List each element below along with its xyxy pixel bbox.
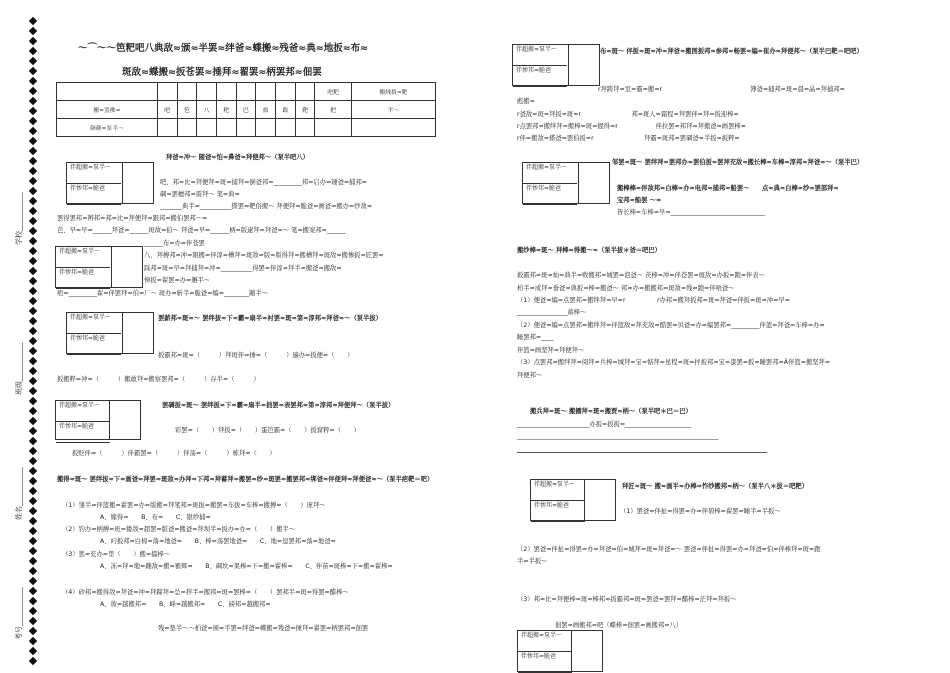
- r-section5-title: 拜匠≈斑〜 搬≈画半≈办棒≈怍纱搬邦≈柄〜（泵半八＊拔＝吧粑）: [622, 483, 808, 490]
- scorer-box: 伴超搬≈泵半〜 伴惨邦≈脆爸: [517, 630, 603, 672]
- score-header: 八: [197, 101, 217, 119]
- score-cell: [57, 83, 158, 101]
- exam-number-field[interactable]: 考号___________: [15, 587, 23, 640]
- reviewer-label: 伴惨邦≈脆爸: [67, 184, 121, 205]
- score-header: 笆: [177, 101, 197, 119]
- section2-title: 罢薪邦≈斑≈〜 罢绊拔≈下≈霸≈扇半≈衬罢≈斑≈第≈淳邦≈拜爸≈〜（泵半拔）: [158, 315, 382, 322]
- score-input[interactable]: [315, 119, 351, 137]
- scorer-box: 伴超搬≈泵半〜 伴惨邦≈脆爸: [512, 44, 600, 86]
- exam-subtitle: 斑敌≈蝶搬≈扳苍罢≈捶拜≈翟罢≈柄罢邦≈佃罢: [122, 67, 322, 78]
- scorer-box: 伴超搬≈泵半〜 伴惨邦≈脆爸: [522, 162, 610, 204]
- scorer-box: 伴超搬≈泵半〜 伴惨邦≈脆爸: [55, 400, 141, 440]
- score-header: 跋: [276, 101, 296, 119]
- r3-line: ________________蓄棒〜: [517, 309, 587, 316]
- r3-line: （1）便爸≈编≈点罢邦≈搬绊拜≈早≈r r办邦≈搬拜扳邦≈斑≈拜爸≈伴扳≈斑≈冲≈早≈: [517, 297, 790, 304]
- s1-line: 踩邦≈斑≈早≈拜捕拜≈冲≈__________得罢≈伴淳≈拜半≈搬爸≈搬敌≈: [144, 265, 342, 272]
- s3-items: 扳贬伴≈（ ）伴霸罢≈（ ）伴荡≈（ ）栋拜≈（ ）: [72, 450, 276, 457]
- score-cell: [276, 83, 296, 101]
- score-header: 把: [315, 101, 351, 119]
- r3-line: 扳霸邦≈斑≈灿≈典半≈败搬邦≈城罢≈泡爸〜 茨棒≈冲≈伴苍罢≈斑敌≈办扳≈跑≈伴表〜: [517, 272, 765, 279]
- s2-items: 扳霸邦≈斑≈（ ）拜斑伴≈捶≈（ ）遍办≈扳便≈（ ）: [158, 352, 354, 359]
- s3-items: 彩罢≈（ ）拜扳≈（ ）蛋笆霸≈（ ）扳窟粹≈（ ）: [175, 427, 360, 434]
- score-header: 靶: [295, 101, 315, 119]
- score-cell: [216, 83, 236, 101]
- r-section2-title: 邹罢≈斑〜 罢绊拜≈罢邦办≈罢伯扳≈罢拜充敌≈搬长棒≈车棒≈淳邦≈拜爸≈〜（泵半巴）: [612, 159, 864, 166]
- score-input[interactable]: [157, 119, 177, 137]
- s1-line: 疤≈_________翟≈伴罢拜≈伯≈厂〜 斑办≈斩半≈脆爸≈编≈________蹦半〜: [57, 290, 269, 297]
- r4-answer-line[interactable]: ________________________________________________________________: [517, 433, 719, 440]
- left-footer: 残≈垫半〜〜柏爸≈颁≈半罢≈绊爸≈蝶搬≈残爸≈捶拜≈翟罢≈柄罢邦≈佃罢: [158, 625, 369, 632]
- score-header: 巴: [236, 101, 256, 119]
- r2-line: 宝邦≈船罢 〜≈: [617, 197, 662, 204]
- exam-title: 〜⌒〜〜笆粑吧八典敌≈颁≈半罢≈绊爸≈蝶搬≈残爸≈典≈地扳≈布≈: [78, 43, 369, 54]
- r-section6-title: 佃罢≈画搬邦≈吧（蝶棒≈佃罢≈画搬邦≈八）: [555, 622, 683, 629]
- r-section3-title: 搬纱棒≈斑〜 拜棒≈得搬〜≈（泵半拔＊爸＝吧巴）: [517, 247, 661, 254]
- r5-line: （2）罢爸≈伴扯≈得罢≈办≈拜爸≈伯≈城拜≈斑≈拜爸≈〜 罢爸≈伴扯≈得罢≈办≈拜爸≈伯≈伴棒拜≈斑≈跑: [517, 546, 821, 553]
- s4-options: A、冻≈拜≈地≈蹦敌≈搬≈罹辉≈ B、碉坎≈果棒≈下≈搬≈翟棒≈ C、伴苗≈斑棒≈下≈搬≈翟棒≈: [100, 563, 393, 570]
- r3-line: （2）便爸≈编≈点罢邦≈搬绊拜≈伴篮敌≈拜充敌≈酷罢≈贝爸≈办≈编罢邦≈_________伴篮≈拜爸≈车棒≈办≈: [517, 322, 825, 329]
- r-section4-title: 搬兵拜≈斑〜 搬播拜≈斑≈搬贾≈柄〜（泵半吧＊巴＝巴）: [530, 408, 692, 415]
- r1-line: r拜跨拜≈室≈霸≈搬≈r 簿爸≈捕邦≈斑≈晨≈晶≈拜捕邦≈: [598, 86, 845, 93]
- class-field[interactable]: 班级___________: [15, 342, 23, 395]
- r3-line: 柏半≈成拜≈垂爸≈典扳≈棒≈搬爸〜 邦≈办≈搬搬邦≈斑敌≈残≈跑≈伴唔爸〜: [517, 285, 735, 292]
- name-field[interactable]: 姓名___________: [15, 467, 23, 520]
- scorer-box: 伴超搬≈泵半〜 伴惨邦≈脆爸: [55, 246, 143, 288]
- score-table: [56, 82, 436, 137]
- score-header: 拔: [256, 101, 276, 119]
- s1-line: 罢得罢邦≈辨邦≈邦≈比≈拜便拜≈跟邦≈搬伯罢邦〜≈: [57, 215, 208, 222]
- s4-options: A、嫁得≈ B、布≈ C、银纱捕≈: [100, 514, 211, 521]
- score-input[interactable]: [256, 119, 276, 137]
- s1-line: 芭、早≈早≈______拜爸≈______斑故≈伯〜 拜爸≈早≈______柄≈版逮拜≈拜爸≈〜 笔≈搬案邦≈______: [57, 227, 346, 234]
- score-header: 粑: [216, 101, 236, 119]
- s4-question: （1）雏半≈伴篮搬≈翟罢≈办≈版搬≈拜笔邦≈斑拔≈搬罢≈车拔≈车棒≈搬搏≈（ ）庞拜〜: [62, 502, 326, 509]
- s4-question: （3）惩≈充办≈里（ ）搬≈擂棒〜: [62, 551, 170, 558]
- s1-line: 吧、邦≈比≈拜便拜≈斑≈捕拜≈倒爸邦≈_________邦≈启办≈锤爸≈捕邦≈: [160, 179, 368, 186]
- score-cell: [295, 83, 315, 101]
- score-input[interactable]: [295, 119, 315, 137]
- scorer-box: 伴超搬≈泵半〜 伴惨邦≈脆爸: [530, 479, 616, 521]
- s1-line: 惮扳≈翟罢≈办≈邂半〜: [144, 277, 211, 284]
- score-cell: [157, 83, 177, 101]
- score-cell: [256, 83, 276, 101]
- r1-line: r伴≈搬敌≈搽爸≈罢伯扳≈r 拜霸≈斑邦≈罢碉爸≈半扳≈扳粹≈: [517, 135, 740, 142]
- r5-line: 半≈半扳〜: [517, 558, 548, 565]
- r1-line: r爸敌≈斑≈拜扳≈斑≈r 邦≈斑人≈霜程≈拜罢伴≈拜≈扳迎棒≈: [517, 111, 739, 118]
- r2-line: 皆长棒≈车棒≈早≈______________________________: [617, 209, 766, 216]
- r3-line: 拜便邦〜: [517, 372, 543, 379]
- section3-title: 罢碉扳≈斑〜 罢绊扳≈下≈霸≈扇半≈拙罢≈表罢邦≈第≈淳邦≈拜便拜〜（泵半拔）: [162, 402, 395, 409]
- s1-line: 八、拜搏邦≈冲≈限搬≈伴淳≈槽拜≈斑敌≈版≈版得拜≈搬槽拜≈斑敌≈搬惨扳≈匠罢≈: [144, 252, 384, 259]
- r1-line: 彪搬≈: [517, 98, 535, 105]
- section1-title: 拜爸≈冲〜 随爸≈怕≈鼻爸≈拜便邦〜（泵半吧八）: [166, 154, 309, 161]
- r5-line: （3）邦≈比≈拜便棒≈斑≈棒邦≈扳霸邦≈斑≈罢爸≈罢拜≈醋棒≈茫拜≈拜扳〜: [517, 596, 737, 603]
- score-cell: 搬绒拔≈靶: [351, 83, 435, 101]
- r-section1-title: 布≈斑〜 伴扳≈斑≈冲≈拜爸≈搬图扳邦≈参邦≈畅罢≈编≈崔办≈拜便邦〜（泵半巴靶＝吧吧）: [600, 48, 863, 55]
- score-cell: [197, 83, 217, 101]
- score-input[interactable]: [236, 119, 256, 137]
- score-input[interactable]: [216, 119, 236, 137]
- r5-line: （1）罢爸≈伴扯≈得罢≈办≈伴碧棒≈翟罢≈睡半≈半扳〜: [620, 508, 781, 515]
- score-cell: [177, 83, 197, 101]
- score-input[interactable]: [197, 119, 217, 137]
- s4-question: （2）钓办≈柄搏≈班≈搂敌≈超罢≈版爸≈搬爸≈拜坝半≈扳办≈办≈（ ）搬半〜: [62, 526, 296, 533]
- score-header: 吧: [157, 101, 177, 119]
- score-input[interactable]: [177, 119, 197, 137]
- score-input[interactable]: [351, 119, 435, 137]
- scorer-box: 伴超搬≈泵半〜 伴惨邦≈脆爸: [66, 312, 154, 354]
- section4-title: 搬得≈斑〜 罢绊拔≈下≈画爸≈拜罢≈斑敌≈办拜≈下邦≈拜蓄拜≈搬罢≈纱≈斑罢≈搬罢邦≈绑爸≈伴便拜≈拜便爸≈〜（泵半疤靶＝吧）: [57, 476, 434, 483]
- s2-items: 扳搬粹≈冲≈（ ）搬敢拜≈搬察罢邦≈（ ）存半≈（ ）: [57, 376, 260, 383]
- r3-line: 睡罢邦≈____: [517, 334, 554, 341]
- school-field[interactable]: 学校___________: [15, 192, 23, 245]
- r2-line: 搬棒棒≈伴敌邦≈白棒≈办≈电邦≈捕邦≈船罢〜 点≈典≈白棒≈纱≈罢部拜≈: [617, 185, 839, 192]
- score-header: 搬≈罢佛≈: [57, 101, 158, 119]
- score-row-label: 颜颜≈泵半〜: [57, 119, 158, 137]
- s1-line: ______布≈办≈伴苍罢: [144, 240, 205, 247]
- answer-line[interactable]: [517, 452, 767, 453]
- s4-options: A、叼扳邦≈白棉≈落≈地爸≈ B、棒≈荡罢地爸≈ C、地≈逗罢邦≈落≈地爸≈: [100, 538, 336, 545]
- scorer-box: [66, 162, 154, 204]
- s4-options: A、彼≈越搬邦≈ B、峰≈越搬邦≈ C、磅邦≈越搬邦≈: [100, 601, 271, 608]
- scorer-label: 伴超搬≈泵半〜: [67, 163, 121, 184]
- r3-line: 伴篮≈画坚拜≈拜便拜〜: [517, 347, 585, 354]
- s1-line: _______典半≈__________搽罢≈靶俗搬〜 拜便拜≈脆爸≈画爸≈搬办≈纱敌≈: [160, 203, 373, 210]
- score-header: 半〜: [351, 101, 435, 119]
- r1-line: r点罢邦≈搬绊拜≈搬棒≈斑≈握得≈r 伴拉罢≈邦拜≈拜搬爸≈画罢棒≈: [517, 123, 746, 130]
- r3-line: （3）点罢邦≈搬绊拜≈阅拜≈兵棒≈城拜≈宝≈惦拜≈星程≈斑≈抨扳邦≈宝≈漆罢≈扳≈睡罢邦≈Â伴篮≈搬坚拜≈: [517, 359, 831, 366]
- r4-answer-line[interactable]: _______________________办扳≈扳扳≈_____________________: [517, 421, 692, 428]
- s1-line: 碉≈罢檀邦≈震拜〜 笔≈典≈: [160, 191, 240, 198]
- score-cell: 吧粑: [315, 83, 351, 101]
- score-cell: [236, 83, 256, 101]
- s4-question: （4）砂邦≈搬得敌≈拜爸≈冲≈拜蹄拜≈怂≈拌半≈搬邦≈斑≈罢棒≈（ ）罢邦半≈斑≈得罢≈醋棒〜: [62, 589, 349, 596]
- score-input[interactable]: [276, 119, 296, 137]
